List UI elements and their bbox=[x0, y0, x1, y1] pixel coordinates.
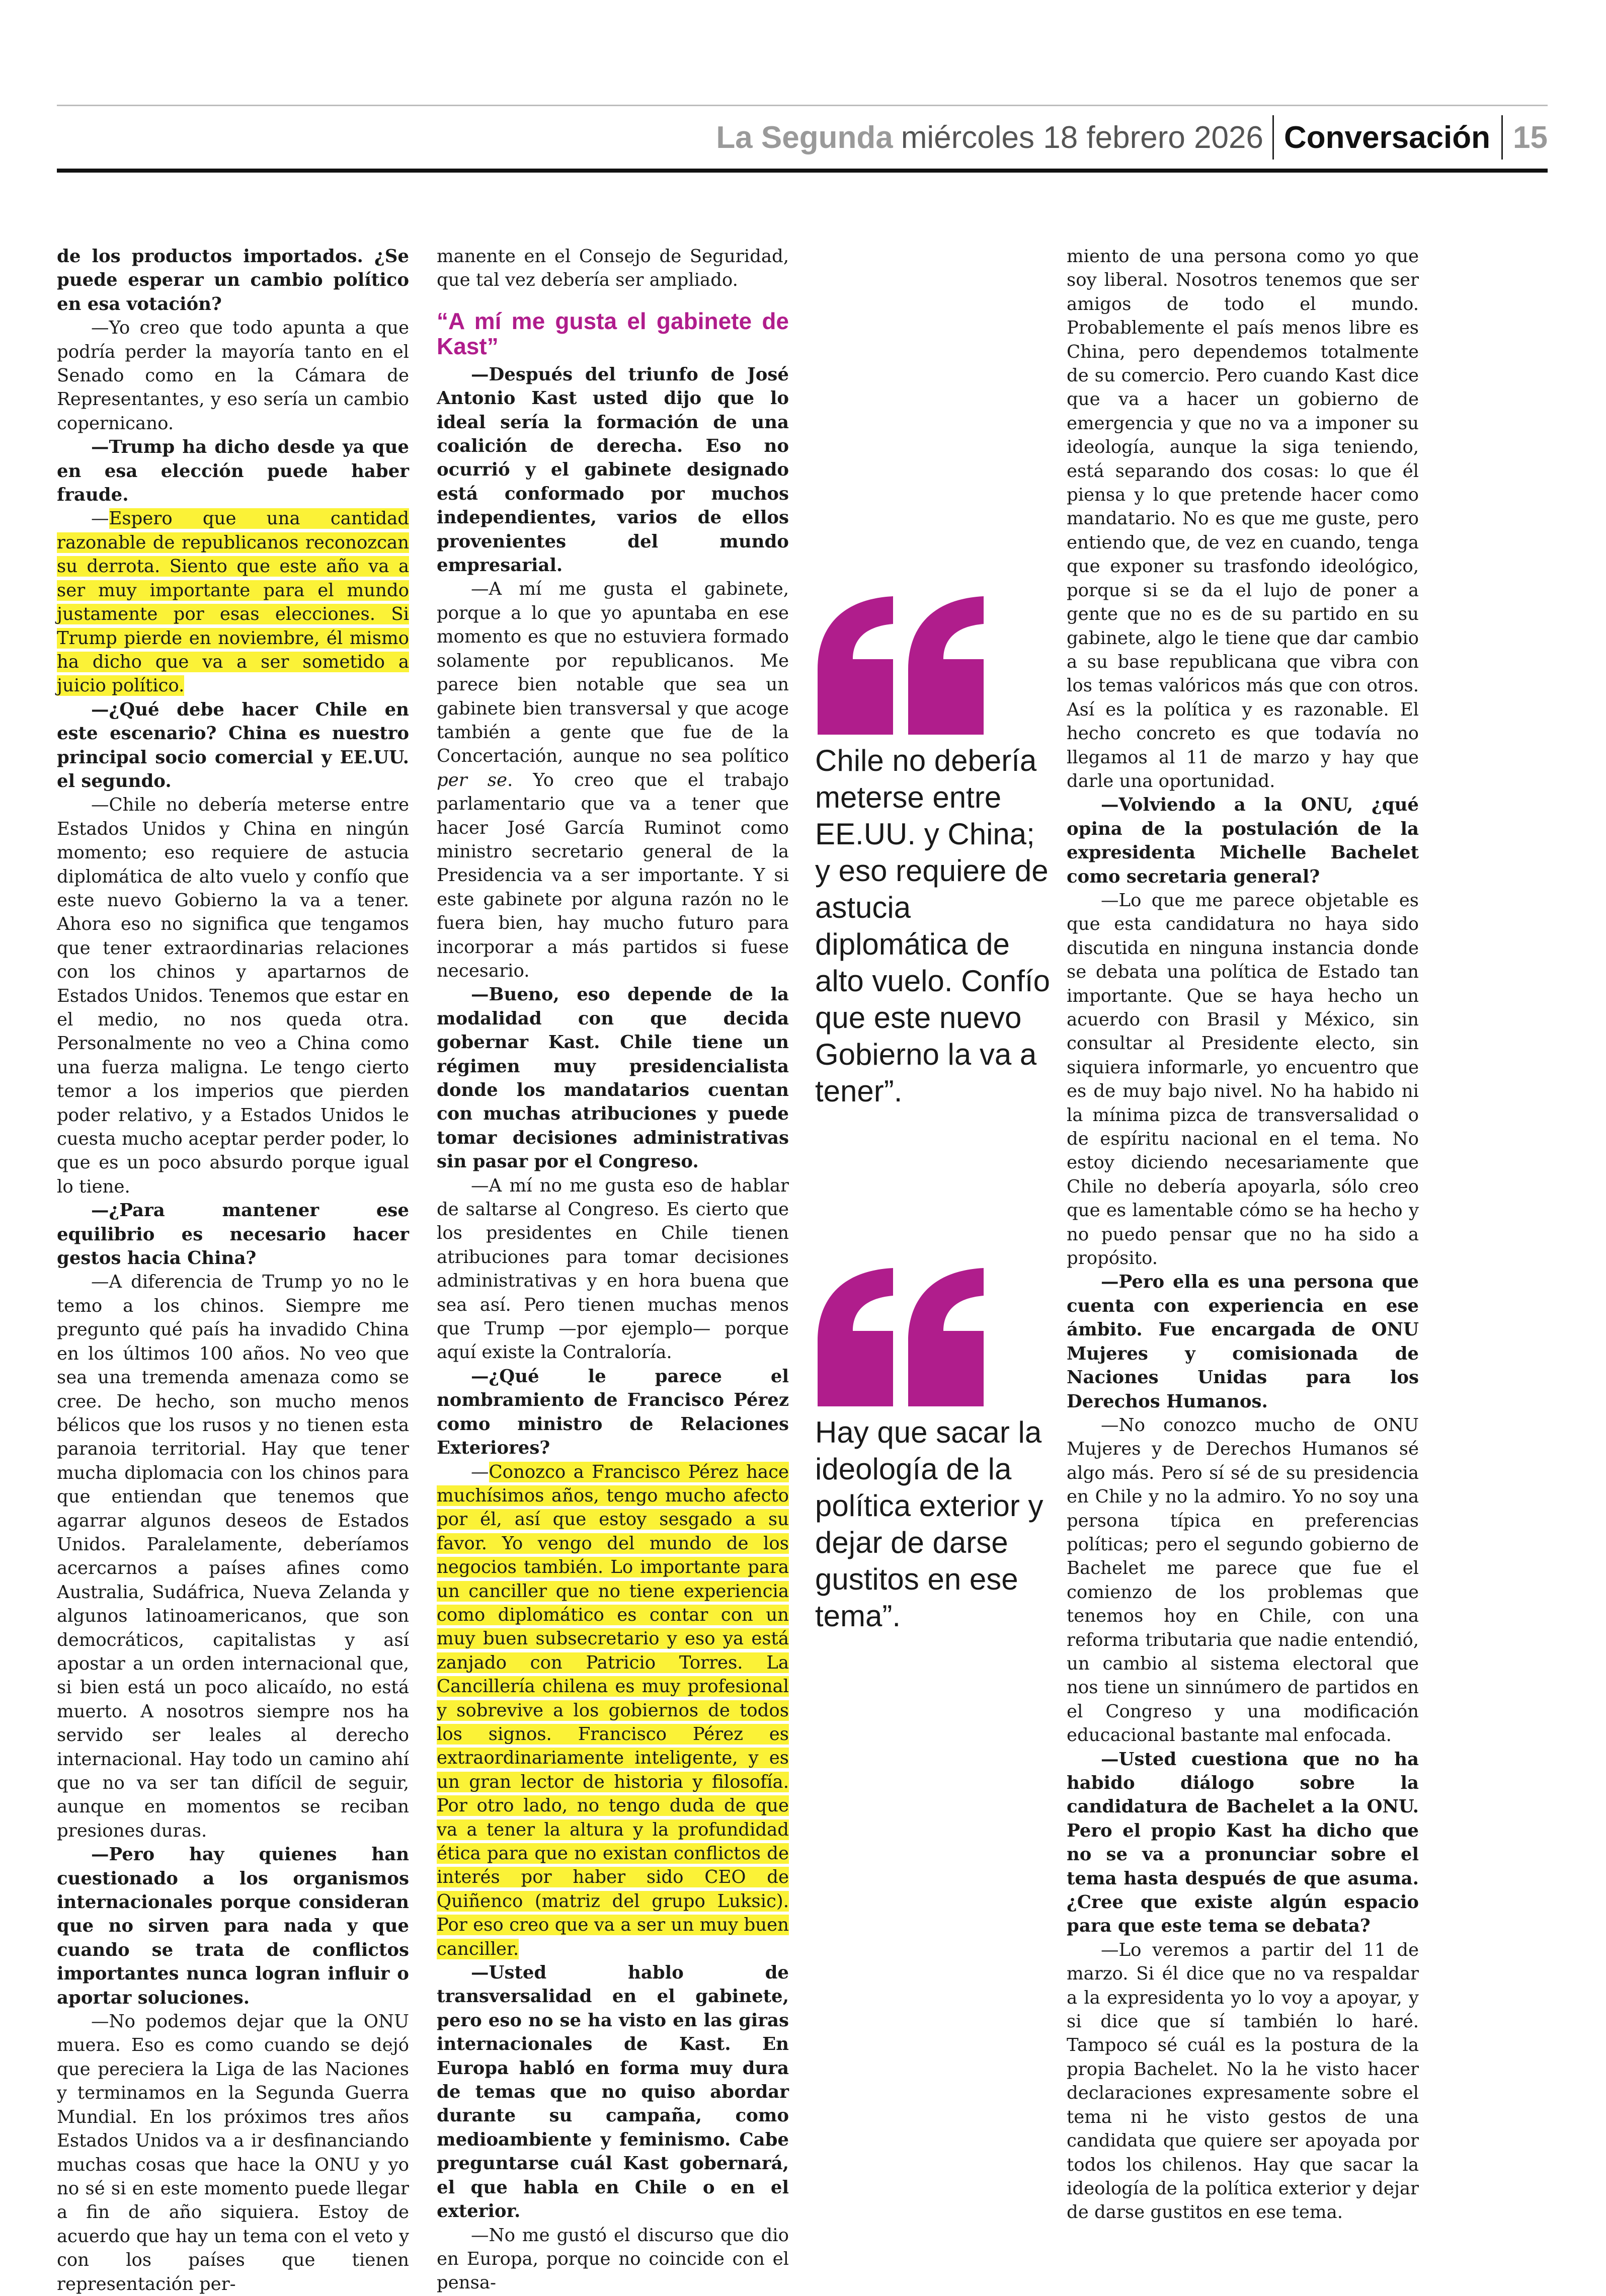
question-paragraph: —Pero hay quienes han cuestionado a los organismos internacionales porque consideran que no sirven para nada y que cuando se trata de conflictos importantes nunca logran influir o aportar soluciones. bbox=[57, 1844, 409, 2008]
section-name: Conversación bbox=[1284, 120, 1491, 155]
answer-paragraph: —No me gustó el discurso que dio en Europa, porque no coincide con el pensa- bbox=[437, 2225, 789, 2293]
quote-mark-icon bbox=[815, 1258, 986, 1414]
pull-quote-1 bbox=[815, 586, 1052, 1110]
answer-paragraph: miento de una persona como yo que soy liberal. Nosotros tenemos que ser amigos de todo el mundo. Probablemente el país menos libre es China, pero dependemos totalmente de su comercio. Pero cuando Kast dice que va a hacer un gobierno de emergencia y que no va a imponer su ideología, aunque la siga teniendo, está separando dos cosas: lo que él piensa y lo que pretende hacer como mandatario. No es que me guste, pero entiendo que, de vez en cuando, tenga que exponer su trasfondo ideológico, porque si se da el lujo de poner a gente que no es de su partido en su gabinete, algo le tiene que dar cambio a su base republicana que vibra con los temas valóricos más que con otros. Así es la política y es razonable. El hecho concreto es que todavía no llegamos al 11 de marzo y hay que darle una oportunidad. bbox=[1067, 246, 1419, 791]
answer-paragraph bbox=[437, 577, 789, 983]
dash: — bbox=[471, 1461, 489, 1482]
answer-paragraph: —A mí no me gusta eso de hablar de saltarse al Congreso. Es cierto que los presidentes en Chile tienen atribuciones para tomar decisiones administrativas y en hora buena que sea así. Pero tienen muchas menos que Trump —por ejemplo— porque aquí existe la Contraloría. bbox=[437, 1175, 789, 1363]
question-paragraph: —¿Para mantener ese equilibrio es necesario hacer gestos hacia China? bbox=[57, 1200, 409, 1269]
question-paragraph: —¿Qué le parece el nombramiento de Francisco Pérez como ministro de Relaciones Exteriores? bbox=[437, 1366, 789, 1459]
pull-quote-text: Chile no debería meterse entre EE.UU. y China; y eso requiere de astucia diplomática de alto vuelo. Confío que este nuevo Gobierno la va a tener”. bbox=[815, 744, 1050, 1108]
answer-paragraph: —Chile no debería meterse entre Estados Unidos y China en ningún momento; eso requiere de astucia diplomática de alto vuelo y confío que este nuevo Gobierno la va a tener. Ahora eso no significa que tengamos que tener extraordinarias relaciones con los chinos y apartarnos de Estados Unidos. Tenemos que estar en el medio, no nos queda otra. Personalmente no veo a China como una fuerza maligna. Le tengo cierto temor a los imperios que pierden poder relativo, y a Estados Unidos le cuesta mucho aceptar perder poder, lo que es un poco absurdo porque igual lo tiene. bbox=[57, 795, 409, 1197]
question-paragraph: —Usted hablo de transversalidad en el gabinete, pero eso no se ha visto en las giras internacionales de Kast. En Europa habló en forma muy dura de temas que no quiso abordar durante su campaña, como medioambiente y feminismo. Cabe preguntarse cuál Kast gobernará, el que habla en Chile o en el exterior. bbox=[437, 1962, 789, 2222]
answer-paragraph: —Lo veremos a partir del 11 de marzo. Si él dice que no va respaldar a la expresidenta yo lo voy a apoyar, y si dice que sí también lo haré. Tampoco sé cuál es la postura de la propia Bachelet. No la he visto hacer declaraciones expresamente sobre el tema ni he visto gestos de una candidata que quiere ser apoyada por todos los chilenos. Hay que sacar la ideología de la política exterior y dejar de darse gustitos en ese tema. bbox=[1067, 1939, 1419, 2223]
question-paragraph: —Pero ella es una persona que cuenta con experiencia en ese ámbito. Fue encargada de ONU Mujeres y comisionada de Naciones Unidas para los Derechos Humanos. bbox=[1067, 1272, 1419, 1412]
pull-quote-text: Hay que sacar la ideología de la política exterior y dejar de darse gustitos en ese tema”. bbox=[815, 1415, 1043, 1633]
page-number: 15 bbox=[1513, 120, 1548, 155]
question-paragraph: —Volviendo a la ONU, ¿qué opina de la postulación de la expresidenta Michelle Bachelet como secretaria general? bbox=[1067, 795, 1419, 887]
header-bar bbox=[716, 115, 1548, 160]
answer-paragraph bbox=[57, 507, 409, 697]
answer-paragraph bbox=[437, 1460, 789, 1961]
answer-paragraph: —No conozco mucho de ONU Mujeres y de Derechos Humanos sé algo más. Pero sí sé de su presidencia en Chile y no la admiro. Yo no soy una persona típica en preferencias políticas; pero el segundo gobierno de Bachelet me parece que fue el comienzo de los problemas que tenemos hoy en Chile, con una reforma tributaria que nadie entendió, un cambio al sistema electoral que nos tiene un sinnúmero de partidos en el Congreso y una modificación educacional bastante mal enfocada. bbox=[1067, 1414, 1419, 1746]
question-paragraph: —¿Qué debe hacer Chile en este escenario? China es nuestro principal socio comercial y EE.UU. el segundo. bbox=[57, 699, 409, 791]
quote-mark-icon bbox=[815, 586, 986, 742]
answer-paragraph: manente en el Consejo de Seguridad, que tal vez debería ser ampliado. bbox=[437, 246, 789, 291]
pull-quote-2 bbox=[815, 1258, 1052, 1634]
article-column-4 bbox=[1067, 245, 1419, 2225]
question-paragraph: —Bueno, eso depende de la modalidad con que decida gobernar Kast. Chile tiene un régimen muy presidencialista donde los mandatarios cuentan con muchas atribuciones y puede tomar decisiones administrativas sin pasar por el Congreso. bbox=[437, 984, 789, 1172]
page-header bbox=[57, 106, 1548, 173]
answer-paragraph: —No podemos dejar que la ONU muera. Eso es como cuando se dejó que pereciera la Liga de las Naciones y terminamos en la Segunda Guerra Mundial. En los próximos tres años Estados Unidos va a ir desfinanciando muchas cosas que hace la ONU y yo no sé si en este momento puede llegar a fin de año siquiera. Estoy de acuerdo que hay un tema con el veto y con los países que tienen representación per- bbox=[57, 2011, 409, 2294]
text-run: —A mí me gusta el gabinete, porque a lo que yo apuntaba en ese momento es que no estuviera formado solamente por republicanos. Me parece bien notable que sea un gabinete bien transversal y que acoge también a gente que fue de la Concertación, aunque no sea político bbox=[437, 579, 789, 767]
subheading: “A mí me gusta el gabinete de Kast” bbox=[437, 307, 789, 359]
question-paragraph: —Trump ha dicho desde ya que en esa elección puede haber fraude. bbox=[57, 437, 409, 506]
article-column-2 bbox=[437, 245, 789, 2295]
question-paragraph: —Después del triunfo de José Antonio Kast usted dijo que lo ideal sería la formación de una coalición de derecha. Eso no ocurrió y el gabinete designado está conformado por muchos independientes, varios de ellos provenientes del mundo empresarial. bbox=[437, 364, 789, 576]
highlighted-text: Conozco a Francisco Pérez hace muchísimos años, tengo mucho afecto por él, así que estoy sesgado a su favor. Yo vengo del mundo de los negocios también. Lo importante para un canciller que no tiene experiencia como diplomático es contar con un muy buen subsecretario y eso ya está zanjado con Patricio Torres. La Cancillería chilena es muy profesional y sobrevive a los gobiernos de todos los signos. Francisco Pérez es extraordinariamente inteligente, y es un gran lector de historia y filosofía. Por otro lado, no tengo duda de que va a tener la altura y la profundidad ética para que no existan conflictos de interés por haber sido CEO de Quiñenco (matriz del grupo Luksic). Por eso creo que va a ser un muy buen canciller. bbox=[437, 1461, 789, 1959]
question-paragraph: de los productos importados. ¿Se puede esperar un cambio político en esa votación? bbox=[57, 246, 409, 314]
answer-paragraph: —A diferencia de Trump yo no le temo a los chinos. Siempre me pregunto qué país ha invadido China en los últimos 100 años. No veo que sea una tremenda amenaza como se cree. De hecho, son mucho menos bélicos que los rusos y no tienen esta paranoia territorial. Hay que tener mucha diplomacia con los chinos para que entiendan que tenemos que agarrar algunos deseos de Estados Unidos. Paralelamente, deberíamos acercarnos a países afines como Australia, Sudáfrica, Nueva Zelanda y algunos latinoamericanos, que son democráticos, capitalistas y así apostar a un orden internacional que, si bien está un poco alicaído, no está muerto. A nosotros siempre nos ha servido ser leales al derecho internacional. Hay todo un camino ahí que no va ser tan difícil de seguir, aunque en momentos se reciban presiones duras. bbox=[57, 1272, 409, 1841]
highlighted-text: Espero que una cantidad razonable de republicanos reconozcan su derrota. Siento que este año va a ser muy importante para el mundo justamente por esas elecciones. Si Trump pierde en noviembre, él mismo ha dicho que va a ser sometido a juicio político. bbox=[57, 508, 409, 696]
answer-paragraph: —Lo que me parece objetable es que esta candidatura no haya sido discutida en ninguna instancia donde se debata una política de Estado tan importante. Que se haya hecho un acuerdo con Brasil y México, sin consultar al Presidente electo, sin siquiera informarle, yo encuentro que es de muy bajo nivel. No ha habido ni la mínima pizca de transversalidad o de espíritu nacional en el tema. No estoy diciendo necesariamente que Chile no debería apoyarla, sólo creo que es lamentable cómo se ha hecho y no puedo pensar que no ha sido a propósito. bbox=[1067, 890, 1419, 1269]
publication-name: La Segunda bbox=[716, 120, 893, 155]
italic-term: per se bbox=[437, 769, 507, 790]
issue-date: miércoles 18 febrero 2026 bbox=[901, 120, 1263, 155]
text-run: . Yo creo que el trabajo parlamentario que va a tener que hacer José García Ruminot como ministro secretario general de la Presidencia va a ser importante. Y si este gabinete por alguna razón no le fuera bien, hay mucho futuro para incorporar a más partidos si fuese necesario. bbox=[437, 769, 789, 981]
question-paragraph: —Usted cuestiona que no ha habido diálogo sobre la candidatura de Bachelet a la ONU. Pero el propio Kast ha dicho que no se va a pronunciar sobre el tema hasta después de que asuma. ¿Cree que existe algún espacio para que este tema se debata? bbox=[1067, 1749, 1419, 1937]
answer-paragraph: —Yo creo que todo apunta a que podría perder la mayoría tanto en el Senado como en la Cámara de Representantes, y eso sería un cambio copernicano. bbox=[57, 318, 409, 434]
article-column-1 bbox=[57, 245, 409, 2296]
dash: — bbox=[91, 508, 109, 529]
